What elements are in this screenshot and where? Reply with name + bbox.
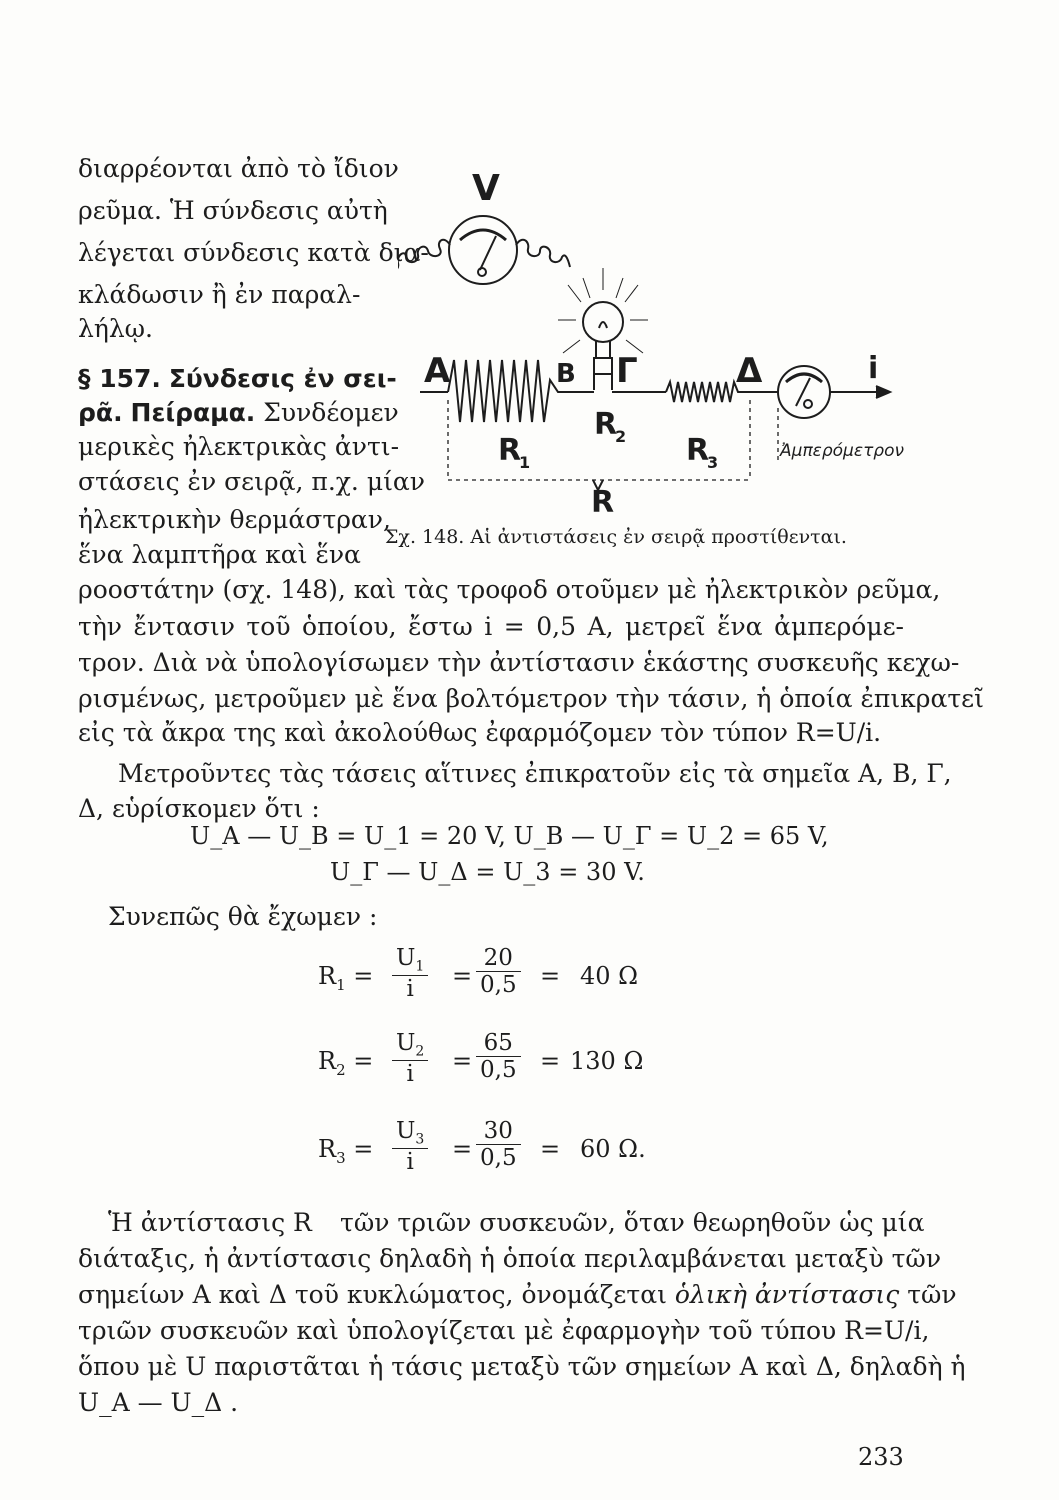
equals: =	[452, 1047, 473, 1075]
closing-line-4: τριῶν συσκευῶν καὶ ὑπολογίζεται μὲ ἐφαρμογὴν τοῦ τύπου R=U/i,	[78, 1316, 930, 1345]
therefore-line: Συνεπῶς θὰ ἔχωμεν :	[108, 902, 378, 931]
equals: =	[452, 962, 473, 990]
closing-line-6: U_A — U_Δ .	[78, 1388, 239, 1417]
voltmeter-lead-left	[398, 240, 450, 295]
closing-line-1a: Ἡ ἀντίστασις R	[108, 1208, 312, 1237]
intro-line-3: λέγεται σύνδεσις κατὰ δια-	[78, 238, 429, 267]
label-R2: R	[594, 407, 618, 442]
result: 130 Ω	[570, 1047, 644, 1075]
measure-line-1: Μετροῦντες τὰς τάσεις αἵτινες ἐπικρατοῦν εἰς τὰ σημεῖα A, B, Γ,	[118, 759, 952, 788]
section-line-4: στάσεις ἐν σειρᾷ, π.χ. μίαν	[78, 467, 425, 496]
label-R2-sub: 2	[615, 427, 627, 446]
label-A: A	[424, 351, 451, 391]
fraction-u: $\frac{U_1}{i}$	[392, 945, 428, 1002]
label-V: V	[472, 168, 500, 209]
result: 40 Ω	[580, 962, 639, 990]
label-R3: R	[686, 433, 710, 468]
fraction-num: $\frac{30}{0,5}$	[476, 1118, 521, 1171]
body-line-3: τρον. Διὰ νὰ ὑπολογίσωμεν τὴν ἀντίστασιν ἑκάστης συσκευῆς κεχω-	[78, 648, 960, 677]
figure-caption: Σχ. 148. Αἱ ἀντιστάσεις ἐν σειρᾷ προστίθενται.	[385, 526, 847, 548]
body-line-5: εἰς τὰ ἄκρα της καὶ ἀκολούθως ἐφαρμόζομεν τὸν τύπον R=U/i.	[78, 718, 882, 747]
section-number: § 157.	[78, 364, 161, 393]
section-line-2	[78, 396, 399, 430]
intro-line-4: κλάδωσιν ἢ ἐν παραλ-	[78, 280, 361, 309]
total-resistance-term: ὁλικὴ ἀντίστασις	[674, 1280, 900, 1309]
equals-2: =	[540, 962, 561, 990]
page-number: 233	[858, 1443, 904, 1471]
closing-line-1b: τῶν τριῶν συσκευῶν, ὅταν θεωρηθοῦν ὡς μία	[340, 1208, 925, 1237]
label-R: R	[591, 485, 615, 520]
section-title-a: Σύνδεσις ἐν σει-	[168, 364, 397, 393]
section-line-5: ἠλεκτρικὴν θερμάστραν,	[78, 505, 391, 534]
body-line-2: τὴν ἔντασιν τοῦ ὁποίου, ἔστω i = 0,5 A, μετρεῖ ἕνα ἀμπερόμε-	[78, 612, 904, 641]
equals: =	[452, 1135, 473, 1163]
fraction-u: $\frac{U_3}{i}$	[392, 1118, 428, 1175]
fraction-num: $\frac{65}{0,5}$	[476, 1030, 521, 1083]
measure-line-2: Δ, εὑρίσκομεν ὅτι :	[78, 794, 320, 823]
voltmeter-lead-right	[516, 240, 570, 267]
closing-line-3: σημείων A καὶ Δ τοῦ κυκλώματος, ὀνομάζεται ὁλικὴ ἀντίστασις τῶν	[78, 1280, 957, 1309]
current-arrow-icon	[876, 386, 890, 398]
section-line-3: μερικὲς ἠλεκτρικὰς ἀντι-	[78, 432, 400, 461]
closing-line-2: διάταξις, ἡ ἀντίστασις δηλαδὴ ἡ ὁποία περιλαμβάνεται μεταξὺ τῶν	[78, 1244, 942, 1273]
voltage-equation-2: U_Γ — U_Δ = U_3 = 30 V.	[330, 858, 645, 886]
equals-2: =	[540, 1047, 561, 1075]
fraction-u: $\frac{U_2}{i}$	[392, 1030, 428, 1087]
circuit-figure	[398, 160, 918, 520]
voltage-equation-1: U_A — U_B = U_1 = 20 V, U_B — U_Γ = U_2 = 65 V,	[190, 822, 829, 850]
intro-line-2: ρεῦμα. Ἡ σύνδεσις αὐτὴ	[78, 196, 388, 225]
intro-line-5: λήλῳ.	[78, 314, 153, 343]
body-line-1: ροοστάτην (σχ. 148), καὶ τὰς τροφοδ οτοῦμεν μὲ ἠλεκτρικὸν ρεῦμα,	[78, 575, 941, 604]
label-R3-sub: 3	[707, 453, 719, 472]
closing-line-5: ὅπου μὲ U παριστᾶται ἡ τάσις μεταξὺ τῶν σημείων A καὶ Δ, δηλαδὴ ἡ	[78, 1352, 966, 1381]
lhs: $R_1$ =	[318, 962, 374, 994]
label-B: B	[556, 359, 576, 389]
experiment-label: Πείραμα.	[130, 398, 256, 427]
result: 60 Ω.	[580, 1135, 646, 1163]
lhs: $R_3$ =	[318, 1135, 374, 1167]
lhs: $R_2$ =	[318, 1047, 374, 1079]
label-ammeter: Ἀμπερόμετρον	[780, 441, 904, 461]
voltmeter-scale	[460, 230, 506, 240]
label-D: Δ	[736, 351, 763, 391]
section-line1-rest: Συνδέομεν	[263, 398, 399, 427]
section-heading	[78, 362, 397, 396]
label-R1-sub: 1	[519, 453, 531, 472]
label-G: Γ	[616, 351, 638, 391]
voltmeter-icon	[449, 216, 517, 284]
label-i: i	[868, 351, 879, 386]
section-title-b: ρᾶ.	[78, 398, 123, 427]
intro-line-1: διαρρέονται ἀπὸ τὸ ἴδιον	[78, 154, 399, 183]
label-R1: R	[498, 433, 522, 468]
fraction-num: $\frac{20}{0,5}$	[476, 945, 521, 998]
body-line-4: ρισμένως, μετροῦμεν μὲ ἕνα βολτόμετρον τὴν τάσιν, ἡ ὁποία ἐπικρατεῖ	[78, 684, 984, 713]
section-line-6: ἕνα λαμπτῆρα καὶ ἕνα	[78, 540, 361, 569]
equals-2: =	[540, 1135, 561, 1163]
